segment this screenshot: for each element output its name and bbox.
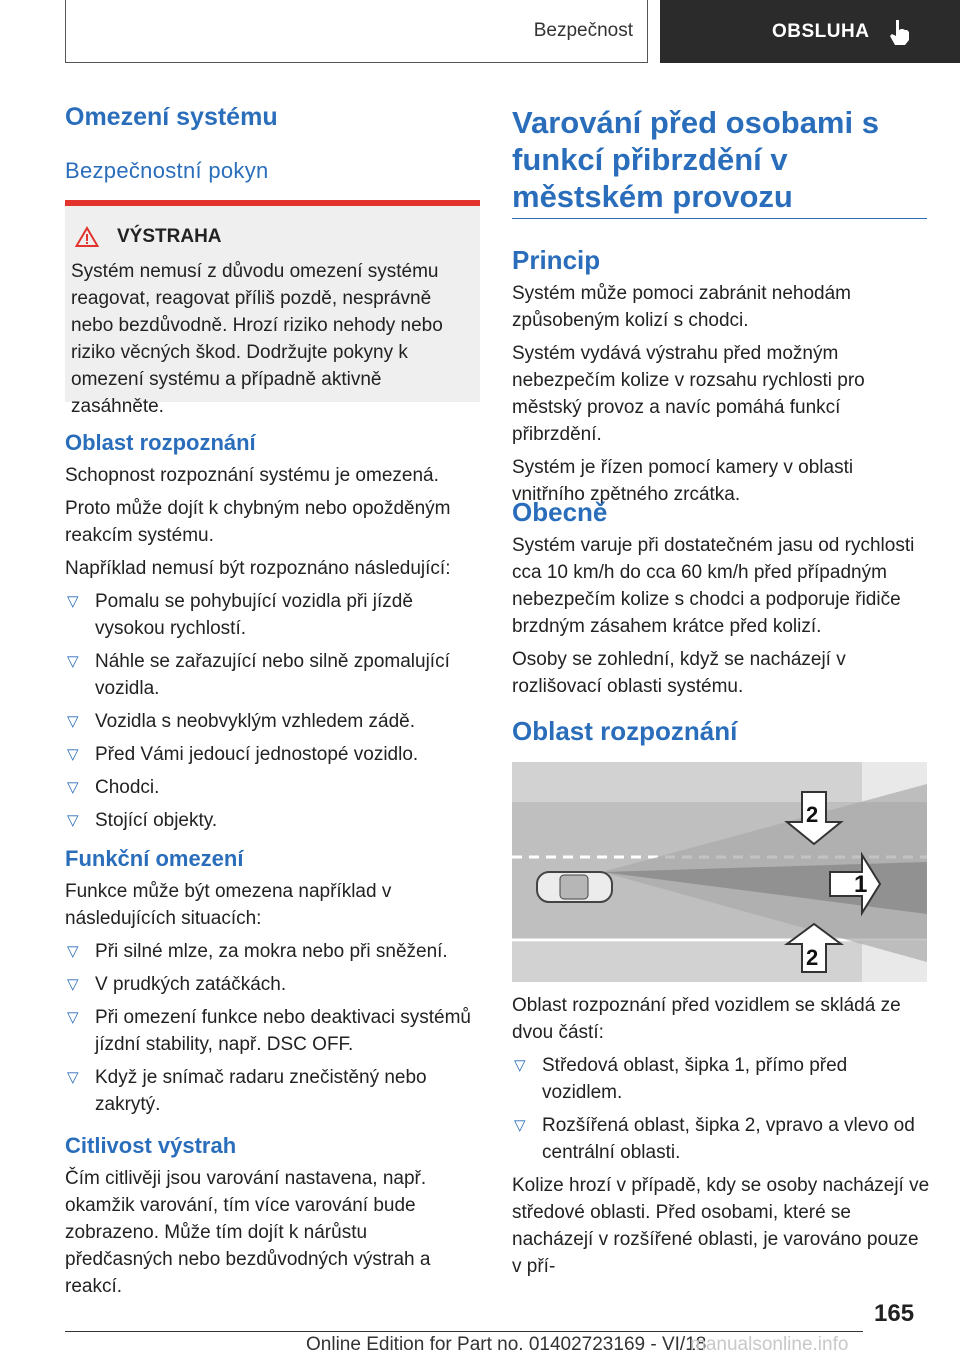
right-title: Varování před osobami s funkcí přibrzdění v městském provozu <box>512 105 879 214</box>
bullet-triangle-icon: ▽ <box>67 812 79 829</box>
footer-edition: Online Edition for Part no. 01402723169 - VI/18 <box>306 1334 707 1355</box>
detection-area-figure <box>512 762 927 982</box>
list-item: ▽ Rozšířená oblast, šipka 2, vpravo a vlevo od centrální oblasti. <box>512 1112 930 1166</box>
list-item: ▽ Když je snímač radaru znečistěný nebo zakrytý. <box>65 1064 480 1118</box>
arrow-label-1: 1 <box>854 871 868 898</box>
warning-header <box>75 226 222 248</box>
paragraph: Osoby se zohlední, když se nacházejí v rozlišovací oblasti systému. <box>512 649 846 697</box>
list-item: ▽ Při silné mlze, za mokra nebo při sněžení. <box>65 938 480 965</box>
bullet-triangle-icon: ▽ <box>67 653 79 670</box>
sensitivity-text <box>65 1165 480 1306</box>
footer-watermark: manualsonline.info <box>690 1334 849 1355</box>
paragraph: Systém může pomoci zabránit nehodám způsobeným kolizí s chodci. <box>512 283 851 331</box>
header-section-title: Bezpečnost <box>533 20 633 41</box>
header-left-box <box>65 0 648 63</box>
right-detection-text <box>512 992 930 1286</box>
bullet-triangle-icon: ▽ <box>67 976 79 993</box>
paragraph: Systém vydává výstrahu před možným nebezpečím kolize v rozsahu rychlosti pro městský provoz a navíc pomáhá funkcí přibrzdění. <box>512 343 865 445</box>
left-title: Omezení systému <box>65 103 278 131</box>
bullet-triangle-icon: ▽ <box>514 1117 526 1134</box>
list-item: ▽ Stojící objekty. <box>65 807 480 834</box>
function-heading: Funkční omezení <box>65 846 244 871</box>
general-text <box>512 532 930 706</box>
car-icon <box>537 872 612 902</box>
list-item: ▽ Vozidla s neobvyklým vzhledem zádě. <box>65 708 480 735</box>
bullet-triangle-icon: ▽ <box>67 746 79 763</box>
header-chapter-tab <box>660 0 960 63</box>
list-item: ▽ Chodci. <box>65 774 480 801</box>
bullet-triangle-icon: ▽ <box>514 1057 526 1074</box>
left-detection-text <box>65 462 480 840</box>
paragraph: Například nemusí být rozpoznáno následující: <box>65 558 451 579</box>
right-detection-heading: Oblast rozpoznání <box>512 716 738 746</box>
header-chapter-label: OBSLUHA <box>772 20 870 42</box>
bullet-triangle-icon: ▽ <box>67 1009 79 1026</box>
paragraph: Čím citlivěji jsou varování nastavena, např. okamžik varování, tím více varování bude zobrazeno. Může tím dojít k nárůstu předčasných nebo bezdůvodných výstrah a reakcí. <box>65 1168 431 1297</box>
general-heading: Obecně <box>512 497 608 527</box>
hand-pointer-icon <box>887 18 913 46</box>
page-number: 165 <box>874 1300 915 1327</box>
safety-heading: Bezpečnostní pokyn <box>65 158 269 183</box>
paragraph: Systém je řízen pomocí kamery v oblasti vnitřního zpětného zrcátka. <box>512 457 854 505</box>
list-item: ▽ Středová oblast, šipka 1, přímo před vozidlem. <box>512 1052 930 1106</box>
sensitivity-heading: Citlivost výstrah <box>65 1133 237 1158</box>
warning-triangle-icon <box>75 226 99 248</box>
paragraph: Funkce může být omezena například v následujících situacích: <box>65 881 392 929</box>
list-item: ▽ Při omezení funkce nebo deaktivaci systémů jízdní stability, např. DSC OFF. <box>65 1004 480 1058</box>
paragraph: Proto může dojít k chybným nebo opožděným reakcím systému. <box>65 498 451 546</box>
right-detection-list <box>512 1052 930 1166</box>
principle-text <box>512 280 930 514</box>
warning-text: Systém nemusí z důvodu omezení systému reagovat, reagovat příliš pozdě, nesprávně nebo bezdůvodně. Hrozí riziko nehody nebo riziko věcných škod. Dodržujte pokyny k omezení systému a případně aktivně zasáhněte. <box>71 261 443 417</box>
detection-list <box>65 588 480 834</box>
list-item: ▽ Pomalu se pohybující vozidla při jízdě vysokou rychlostí. <box>65 588 480 642</box>
list-item: ▽ Náhle se zařazující nebo silně zpomalující vozidla. <box>65 648 480 702</box>
paragraph: Schopnost rozpoznání systému je omezená. <box>65 465 439 486</box>
bullet-triangle-icon: ▽ <box>67 1069 79 1086</box>
warning-label: VÝSTRAHA <box>117 226 222 247</box>
principle-heading: Princip <box>512 245 601 275</box>
footer-divider <box>65 1331 863 1332</box>
paragraph: Oblast rozpoznání před vozidlem se skládá ze dvou částí: <box>512 995 901 1043</box>
bullet-triangle-icon: ▽ <box>67 713 79 730</box>
arrow-label-2-top: 2 <box>806 802 819 827</box>
arrow-label-2-bottom: 2 <box>806 945 819 970</box>
list-item: ▽ V prudkých zatáčkách. <box>65 971 480 998</box>
function-text <box>65 878 480 1124</box>
left-detection-heading: Oblast rozpoznání <box>65 430 256 455</box>
warning-box <box>65 200 480 417</box>
function-list <box>65 938 480 1118</box>
bullet-triangle-icon: ▽ <box>67 779 79 796</box>
bullet-triangle-icon: ▽ <box>67 593 79 610</box>
paragraph: Systém varuje při dostatečném jasu od rychlosti cca 10 km/h do cca 60 km/h před případným nebezpečím kolize s chodci a podporuje řidiče brzdným zásahem krátce před kolizí. <box>512 535 915 637</box>
list-item: ▽ Před Vámi jedoucí jednostopé vozidlo. <box>65 741 480 768</box>
title-underline <box>512 218 927 219</box>
paragraph: Kolize hrozí v případě, kdy se osoby nacházejí ve středové oblasti. Před osobami, které se nacházejí v rozšířené oblasti, je varováno pouze v pří- <box>512 1175 930 1277</box>
bullet-triangle-icon: ▽ <box>67 943 79 960</box>
